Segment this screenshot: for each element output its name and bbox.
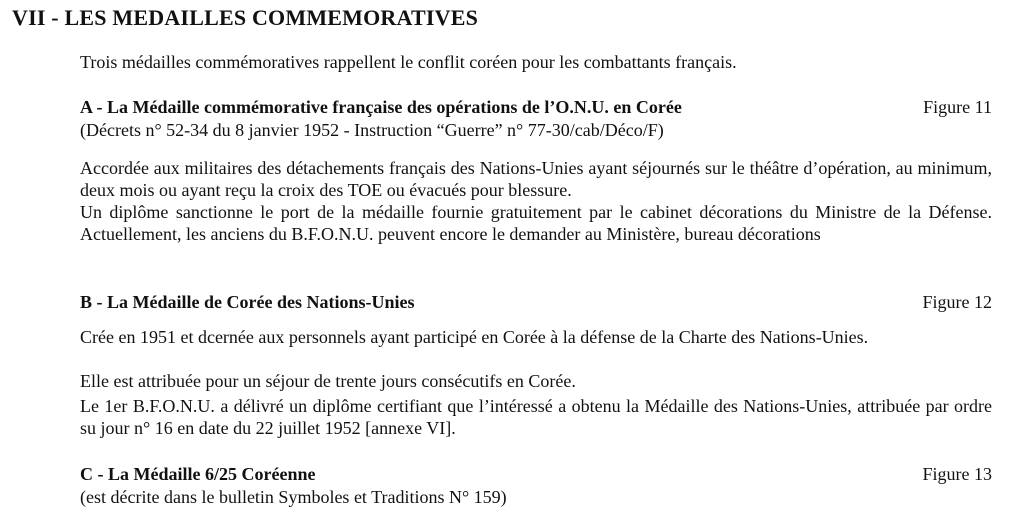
section-c-subtitle: (est décrite dans le bulletin Symboles et Traditions N° 159): [80, 487, 507, 507]
section-a-subtitle: (Décrets n° 52-34 du 8 janvier 1952 - Instruction “Guerre” n° 77-30/cab/Déco/F): [80, 120, 664, 140]
chapter-heading: VII - LES MEDAILLES COMMEMORATIVES: [12, 5, 479, 30]
section-b-paragraph-2: Elle est attribuée pour un séjour de trente jours consécutifs en Corée.: [80, 371, 576, 391]
section-c-figure-ref: Figure 13: [922, 464, 992, 484]
section-c-header: [80, 464, 992, 485]
section-a-figure-ref: Figure 11: [923, 97, 992, 117]
section-b-paragraph-3: Le 1er B.F.O.N.U. a délivré un diplôme certifiant que l’intéressé a obtenu la Médaille des Nations-Unies, attribuée par ordre su jour n° 16 en date du 22 juillet 1952 [annexe VI].: [80, 396, 992, 438]
section-b-paragraph-1: Crée en 1951 et dcernée aux personnels ayant participé en Corée à la défense de la Charte des Nations-Unies.: [80, 327, 869, 347]
section-b-figure-ref: Figure 12: [922, 292, 992, 312]
section-b-header: [80, 292, 992, 313]
section-a-paragraph-2: Un diplôme sanctionne le port de la médaille fournie gratuitement par le cabinet décorations du Ministre de la Défense. Actuellement, les anciens du B.F.O.N.U. peuvent encore le demander au Ministère, bureau décorations: [80, 202, 992, 244]
intro-paragraph: Trois médailles commémoratives rappellent le conflit coréen pour les combattants français.: [80, 52, 737, 72]
section-c-title: C - La Médaille 6/25 Coréenne: [80, 464, 316, 484]
section-b-title: B - La Médaille de Corée des Nations-Unies: [80, 292, 415, 312]
section-a-header: [80, 97, 992, 118]
section-a-paragraph-1: Accordée aux militaires des détachements français des Nations-Unies ayant séjournés sur le théâtre d’opération, au minimum, deux mois ou ayant reçu la croix des TOE ou évacués pour blessure.: [80, 158, 992, 200]
section-a-title: A - La Médaille commémorative française des opérations de l’O.N.U. en Corée: [80, 97, 682, 117]
